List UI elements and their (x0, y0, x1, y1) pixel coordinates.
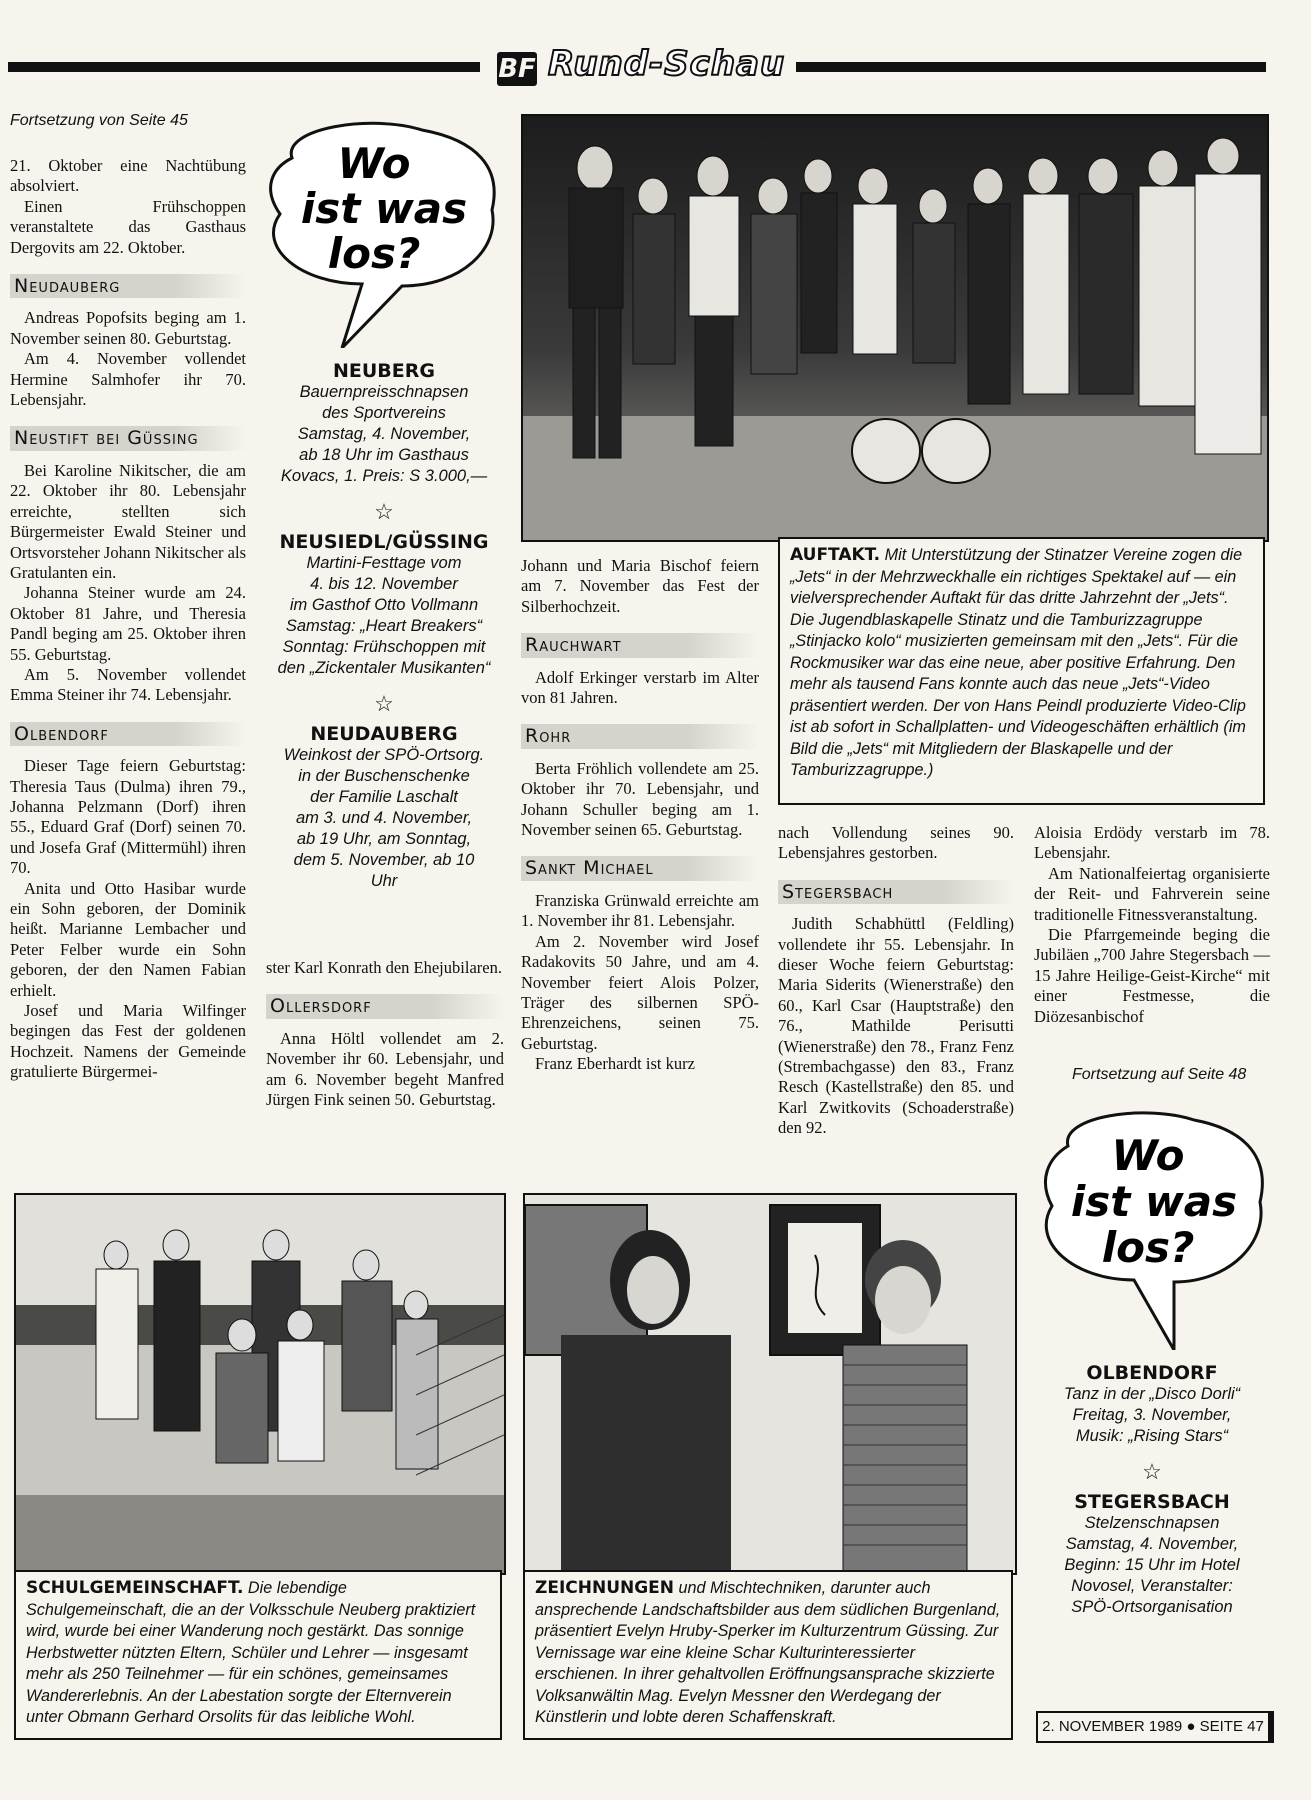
heading-rauchwart: Rauchwart (521, 633, 759, 657)
event-title-stegersbach: STEGERSBACH (1074, 1491, 1230, 1513)
heading-stegersbach: Stegersbach (778, 880, 1014, 904)
svg-text:Wo: Wo (337, 139, 411, 188)
heading-sankt-michael: Sankt Michael (521, 856, 759, 880)
photo-jets-band (521, 114, 1269, 542)
events-box-2: Wo ist was los? OLBENDORF Tanz in der „Disco Dorli“ Freitag, 3. November, Musik: „Rising Stars“ ☆ STEGERSBACH Stelzenschnapsen Samstag, 4. November, Beginn: 15 Uhr im Hotel Novosel, Veranstalter: SPÖ-Ortsorganisation (1034, 1110, 1270, 1618)
event-title-neudauberg: NEUDAUBERG (310, 723, 458, 745)
svg-text:Wo: Wo (1111, 1131, 1185, 1180)
continued-to: Fortsetzung auf Seite 48 (1072, 1066, 1247, 1083)
heading-olbendorf: Olbendorf (10, 722, 246, 746)
column-2: ster Karl Konrath den Ehejubilaren. Ollersdorf Anna Höltl vollendet am 2. November ihr 60. Lebensjahr, und am 6. November begeht Manfred Jürgen Fink seinen 50. Geburtstag. (266, 958, 504, 1110)
column-4: nach Vollendung seines 90. Lebensjahres gestorben. Stegersbach Judith Schabhüttl (Feldling) vollendete ihr 55. Lebensjahr. In dieser Woche feiern Geburtstag: Maria Siderits (Wienerstraße) den 60., Karl Csar (Hauptstraße) den 76., Mathilde Perisutti (Wienerstraße) den 78., Franz Fenz (Strembachgasse) den 83., Franz Resch (Kastellstraße) den 85. und Karl Zwitkovits (Schoaderstraße) den 92. (778, 823, 1014, 1138)
star-icon: ☆ (374, 691, 394, 716)
caption-zeichnungen: ZEICHNUNGEN und Mischtechniken, darunter auch ansprechende Landschaftsbilder aus dem südlichen Burgenland, präsentiert Evelyn Hruby-Sperker im Kulturzentrum Güssing. Zur Vernissage war eine kleine Schar Kulturinteressierter erschienen. In ihrer gehaltvollen Eröffnungsansprache skizzierte Volksanwältin Mag. Evelyn Messner den Werdegang der Künstlerin und lobte deren Schaffenskraft. (523, 1570, 1013, 1740)
svg-text:ist was: ist was (1070, 1177, 1238, 1226)
bf-logo: BF (498, 54, 536, 84)
speech-bubble-icon (1034, 1110, 1270, 1350)
section-title: Rund-Schau (548, 44, 786, 84)
band-photo-image (523, 116, 1267, 540)
masthead-rule-right (796, 62, 1266, 72)
school-photo-image (16, 1195, 504, 1573)
star-icon: ☆ (1142, 1459, 1162, 1484)
heading-neudauberg: Neudauberg (10, 274, 246, 298)
speech-bubble-icon (262, 118, 506, 348)
continued-from: Fortsetzung von Seite 45 (10, 112, 188, 129)
heading-ollersdorf: Ollersdorf (266, 994, 504, 1018)
svg-text:los?: los? (1101, 1223, 1195, 1272)
column-5: Aloisia Erdödy verstarb im 78. Lebensjahr. Am Nationalfeiertag organisierte der Reit- und Fahrverein seine traditionelle Fitnessveranstaltung. Die Pfarrgemeinde beging die Jubiläen „700 Jahre Stegersbach — 15 Jahre Heilige-Geist-Kirche“ mit einer Festmesse, die Diözesanbischof (1034, 823, 1270, 1026)
heading-rohr: Rohr (521, 724, 759, 748)
event-title-neuberg: NEUBERG (333, 360, 435, 382)
caption-schulgemeinschaft: SCHULGEMEINSCHAFT. Die lebendige Schulgemeinschaft, die an der Volksschule Neuberg praktiziert wird, wurde bei einer Wanderung noch gestärkt. Das sonnige Herbstwetter nützten Eltern, Schüler und Lehrer — insgesamt mehr als 250 Teilnehmer — für ein schönes, gemeinsames Wandererlebnis. An der Labestation sorgte der Elternverein unter Obmann Gerhard Orsolits für das leibliche Wohl. (14, 1570, 502, 1740)
page-footer: 2. NOVEMBER 1989 ● SEITE 47 (1036, 1711, 1274, 1743)
heading-neustift: Neustift bei Güssing (10, 426, 246, 450)
event-title-olbendorf: OLBENDORF (1086, 1362, 1218, 1384)
caption-auftakt: AUFTAKT. Mit Unterstützung der Stinatzer Vereine zogen die „Jets“ in der Mehrzweckhalle ein richtiges Spektakel auf — ein vielversprechender Auftakt für das dritte Jahrzehnt der „Jets“. Die Jugendblaskapelle Stinatz und die Tamburizzagruppe „Stinjacko kolo“ musizierten gemeinsam mit den „Jets“. Für die Rockmusiker war das eine neue, aber positive Erfahrung. Den mehr als tausend Fans konnte auch das neue „Jets“-Video präsentiert werden. Der von Hans Peindl produzierte Video-Clip ist ab sofort in Schallplatten- und Videogeschäften erhältlich (im Bild die „Jets“ mit Mitgliedern der Blaskapelle und der Tamburizzagruppe.) (778, 537, 1265, 805)
star-icon: ☆ (374, 499, 394, 524)
svg-text:los?: los? (327, 229, 421, 278)
masthead-rule-left (8, 62, 480, 72)
column-3: Johann und Maria Bischof feiern am 7. November das Fest der Silberhochzeit. Rauchwart Adolf Erkinger verstarb im Alter von 81 Jahren. Rohr Berta Fröhlich vollendete am 25. Oktober ihr 70. Lebensjahr, und Johann Schuller beging am 1. November seinen 65. Geburtstag. Sankt Michael Franziska Grünwald erreichte am 1. November ihr 81. Lebensjahr. Am 2. November wird Josef Radakovits 50 Jahre, und am 4. November feiert Alois Polzer, Träger des silbernen SPÖ-Ehrenzeichens, seinen 75. Geburtstag. Franz Eberhardt ist kurz (521, 556, 759, 1074)
column-1: 21. Oktober eine Nachtübung absolviert. Einen Frühschoppen veranstaltete das Gasthaus Dergovits am 22. Oktober. Neudauberg Andreas Popofsits beging am 1. November seinen 80. Geburtstag. Am 4. November vollendet Hermine Salmhofer ihr 70. Lebensjahr. Neustift bei Güssing Bei Karoline Nikitscher, die am 22. Oktober ihr 80. Lebensjahr erreichte, stellten sich Bürgermeister Ewald Steiner und Ortsvorsteher Johann Nikitscher als Gratulanten ein. Johanna Steiner wurde am 24. Oktober 81 Jahre, und Theresia Pandl beging am 25. Oktober ihren 55. Geburtstag. Am 5. November vollendet Emma Steiner ihr 74. Lebensjahr. Olbendorf Dieser Tage feiern Geburtstag: Theresia Taus (Dulma) ihren 79., Johanna Pelzmann (Dorf) ihren 55., Eduard Graf (Dorf) seinen 70. und Josefa Graf (Mittermühl) ihren 70. Anita und Otto Hasibar wurde ein Sohn geboren, der Dominik heißt. Marianne Lembacher und Peter Felber wurde ein Sohn geboren, der den Namen Fabian erhielt. Josef und Maria Wilfinger begingen das Fest der goldenen Hochzeit. Namens der Gemeinde gratulierte Bürgermei- (10, 156, 246, 1082)
event-title-neusiedl: NEUSIEDL/GÜSSING (279, 531, 489, 553)
events-box-1: Wo ist was los? NEUBERG Bauernpreisschnapsen des Sportvereins Samstag, 4. November, ab 18 Uhr im Gasthaus Kovacs, 1. Preis: S 3.000,— ☆ NEUSIEDL/GÜSSING Martini-Festtage vom 4. bis 12. November im Gasthof Otto Vollmann Samstag: „Heart Breakers“ Sonntag: Frühschoppen mit den „Zickentaler Musikanten“ ☆ NEUDAUBERG Weinkost der SPÖ-Ortsorg. in der Buschenschenke der Familie Laschalt am 3. und 4. November, ab 19 Uhr, am Sonntag, dem 5. November, ab 10 Uhr (262, 118, 506, 892)
svg-text:ist was: ist was (300, 184, 468, 233)
photo-schulgemeinschaft (14, 1193, 506, 1575)
exhibition-photo-image (525, 1195, 1015, 1573)
photo-zeichnungen (523, 1193, 1017, 1575)
